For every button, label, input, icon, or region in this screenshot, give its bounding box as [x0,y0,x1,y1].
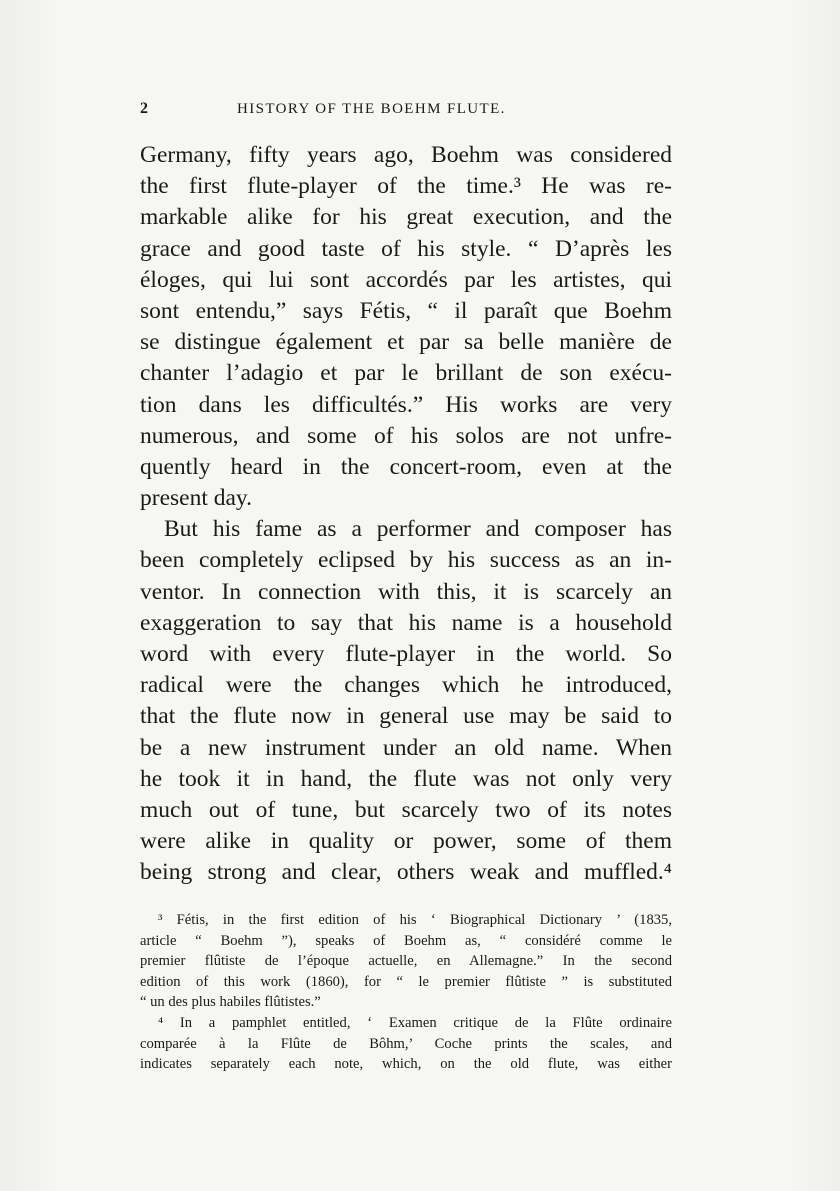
footnote-line: article “ Boehm ”), speaks of Boehm as, “ considéré comme le [140,932,672,949]
footnote-line: comparée à la Flûte de Bôhm,’ Coche prints the scales, and [140,1035,672,1052]
text-line: word with every flute-player in the world. So [140,641,672,667]
text-line: se distingue également et par sa belle manière de [140,329,672,356]
text-line: were alike in quality or power, some of them [140,828,672,855]
text-line: chanter l’adagio et par le brillant de son exécu- [140,360,672,387]
text-line: But his fame as a performer and composer has [164,516,672,543]
text-line: numerous, and some of his solos are not unfre- [140,422,672,449]
text-line: ventor. In connection with this, it is scarcely an [140,578,672,605]
text-line: being strong and clear, others weak and muffled.⁴ [140,859,672,886]
footnote-line: “ un des plus habiles flûtistes.” [140,994,321,1011]
text-line: Germany, fifty years ago, Boehm was considered [140,142,672,168]
body-text [140,140,672,889]
footnote-line: ⁴ In a pamphlet entitled, ‘ Examen critique de la Flûte ordinaire [158,1014,672,1031]
text-line: present day. [140,485,253,512]
text-line: that the flute now in general use may be said to [140,703,672,730]
text-line: éloges, qui lui sont accordés par les artistes, qui [140,266,672,293]
footnotes [140,910,672,1075]
text-line: sont entendu,” says Fétis, “ il paraît que Boehm [140,297,672,324]
text-line: the first flute-player of the time.³ He was re- [140,173,672,200]
text-line: quently heard in the concert-room, even at the [140,453,672,480]
running-title: HISTORY OF THE BOEHM FLUTE. [237,101,506,117]
page-header [140,100,672,122]
text-line: markable alike for his great execution, and the [140,204,672,231]
text-line: tion dans les difficultés.” His works are very [140,391,672,418]
footnote-line: edition of this work (1860), for “ le premier flûtiste ” is substituted [140,973,672,990]
footnote-line: premier flûtiste de l’époque actuelle, en Allemagne.” In the second [140,953,672,970]
text-line: been completely eclipsed by his success as an in- [140,547,672,574]
text-line: he took it in hand, the flute was not only very [140,765,672,792]
text-line: exaggeration to say that his name is a household [140,609,672,636]
footnote-line: ³ Fétis, in the first edition of his ‘ Biographical Dictionary ’ (1835, [158,912,672,928]
text-line: radical were the changes which he introduced, [140,672,672,699]
text-line: much out of tune, but scarcely two of its notes [140,796,672,823]
text-line: grace and good taste of his style. “ D’après les [140,235,672,262]
text-line: be a new instrument under an old name. When [140,734,672,761]
page-number: 2 [140,100,148,117]
footnote-line: indicates separately each note, which, on the old flute, was either [140,1056,672,1073]
